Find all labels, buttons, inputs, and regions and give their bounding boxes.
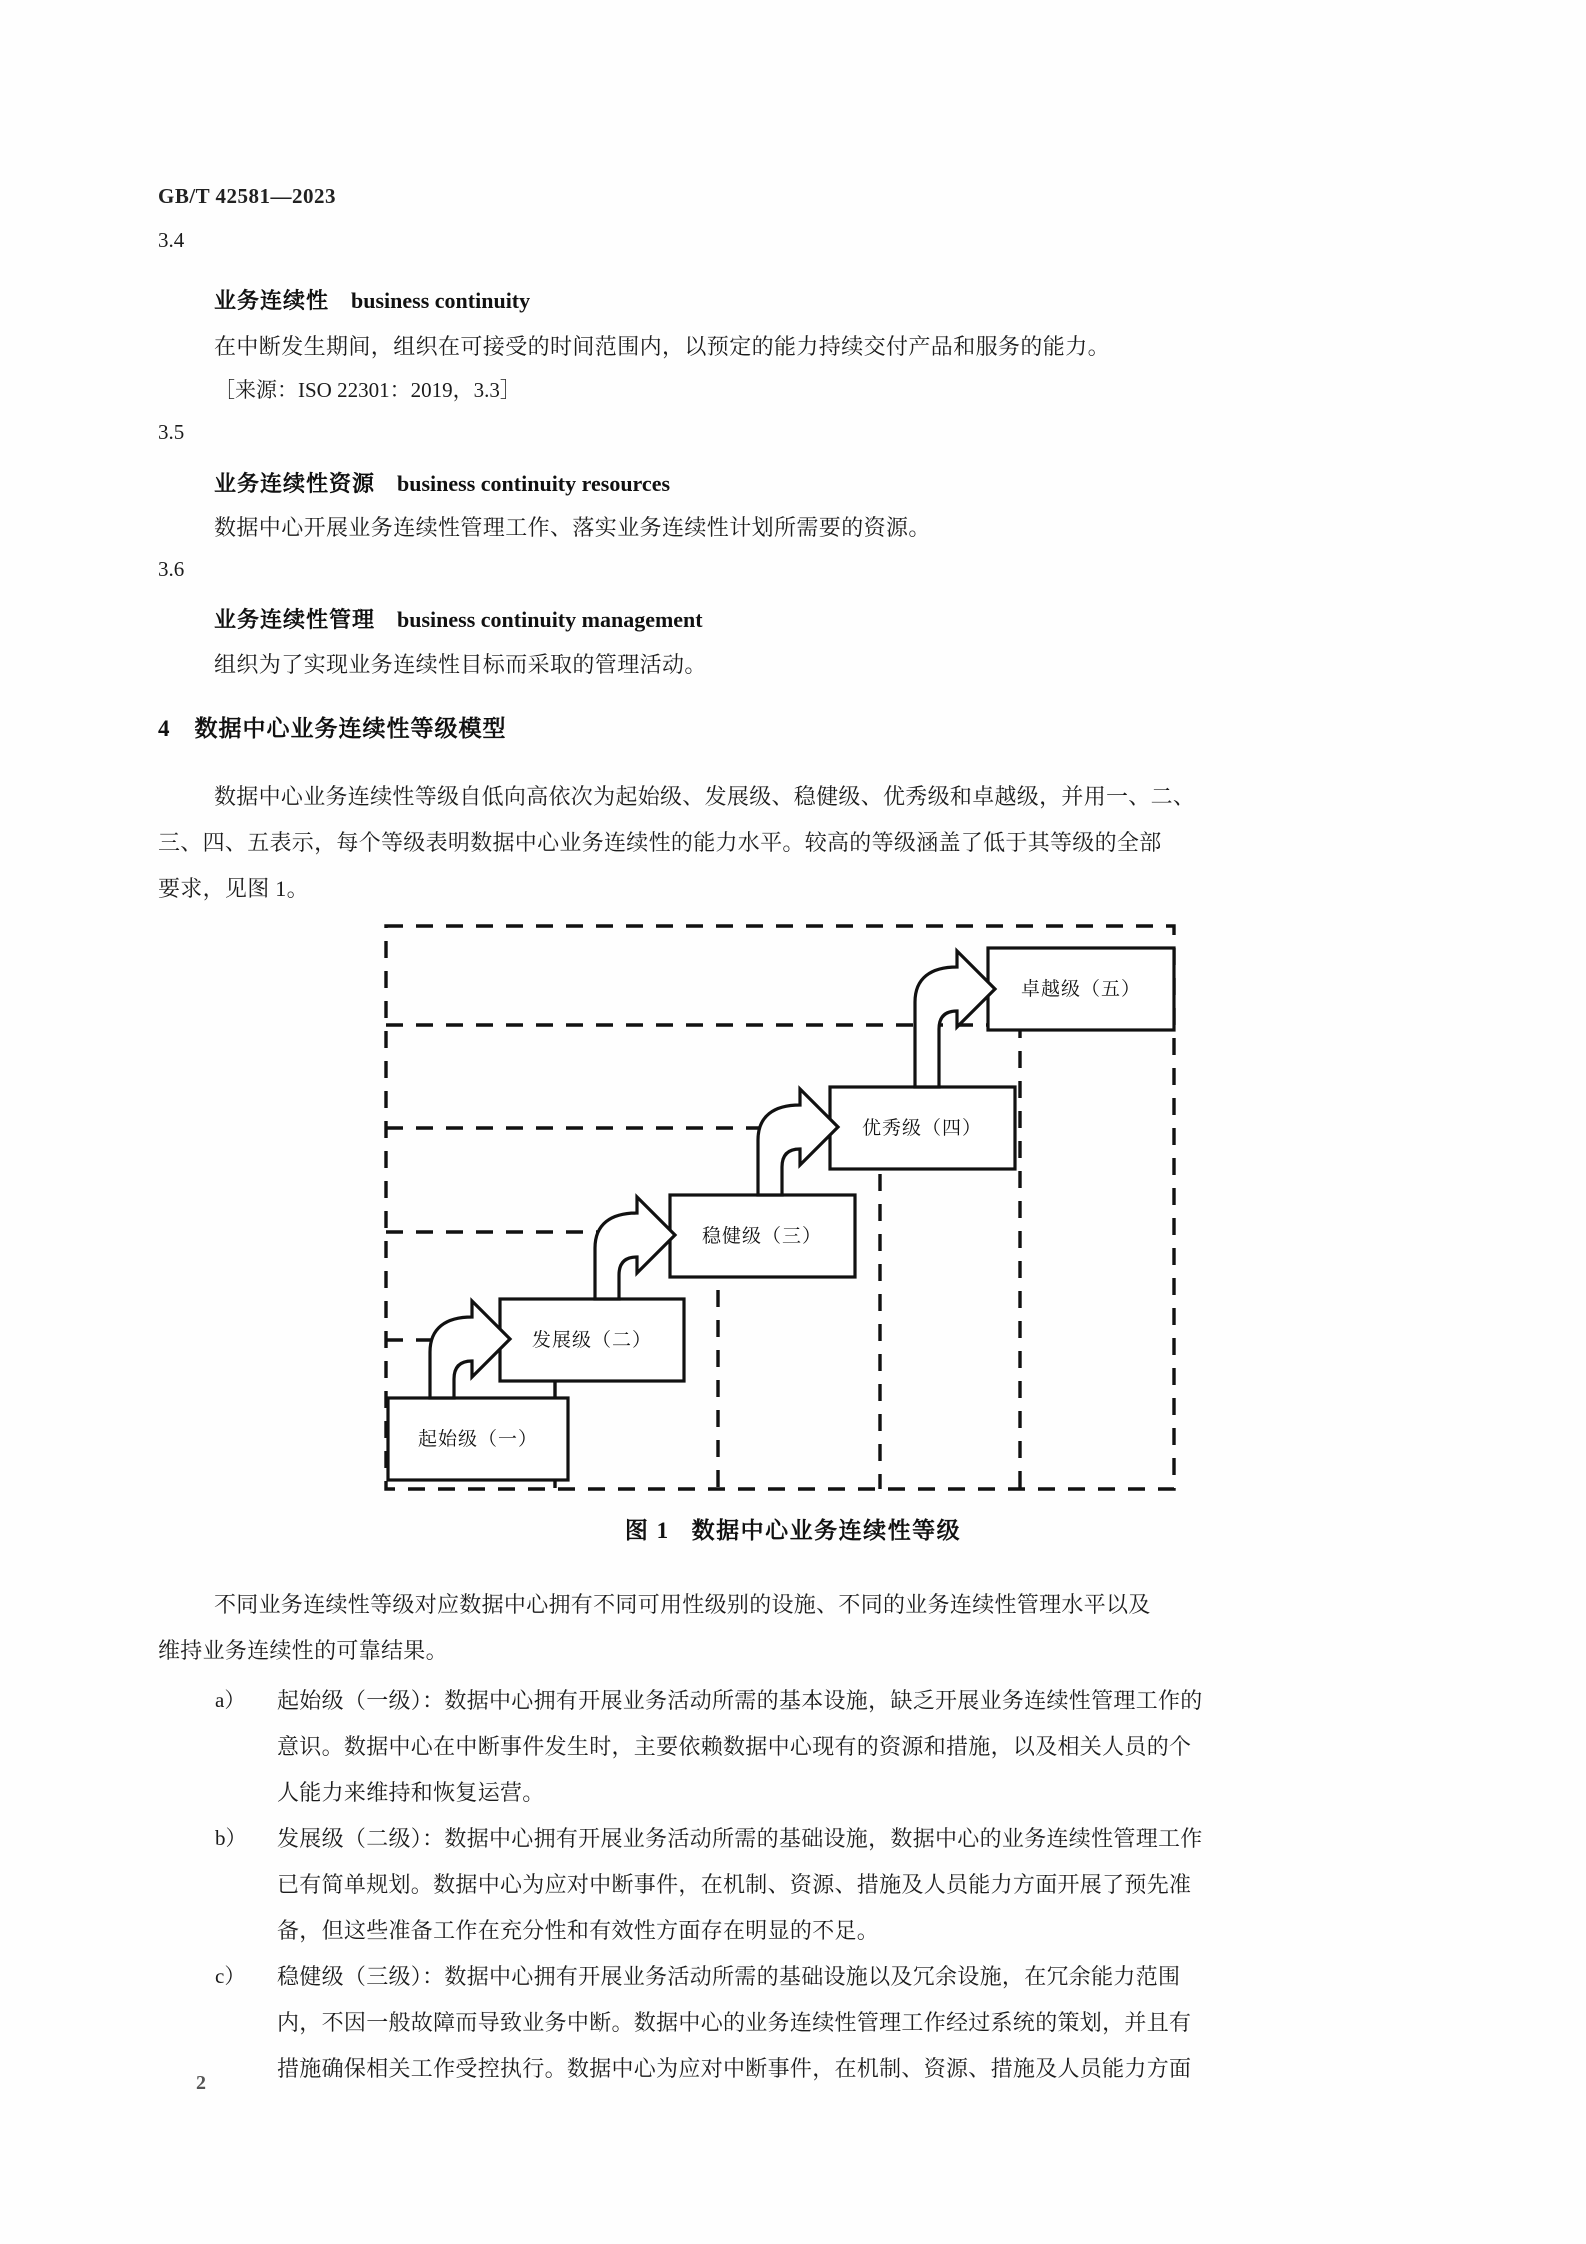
level-label-1: 起始级（一） bbox=[417, 1429, 539, 1450]
section-heading-4 bbox=[158, 710, 507, 743]
after-figure-line-1: 不同业务连续性等级对应数据中心拥有不同可用性级别的设施、不同的业务连续性管理水平以及 bbox=[214, 1592, 1151, 1617]
list-item-a-line-1: 起始级（一级）：数据中心拥有开展业务活动所需的基本设施，缺乏开展业务连续性管理工作的 bbox=[277, 1688, 1203, 1713]
after-figure-line-2: 维持业务连续性的可靠结果。 bbox=[158, 1638, 448, 1663]
section-title: 数据中心业务连续性等级模型 bbox=[194, 716, 507, 741]
list-item-b-line-2: 已有简单规划。数据中心为应对中断事件，在机制、资源、措施及人员能力方面开展了预先准 bbox=[277, 1872, 1192, 1897]
term-cn-3-6: 业务连续性管理 bbox=[214, 607, 376, 632]
term-en-3-4: business continuity bbox=[351, 288, 531, 313]
term-heading-3-6 bbox=[214, 603, 703, 634]
list-marker-b: b） bbox=[215, 1826, 247, 1850]
term-en-3-6: business continuity management bbox=[397, 607, 703, 632]
arrow-level-2-to-3 bbox=[595, 1197, 675, 1299]
clause-number-3-6: 3.6 bbox=[158, 557, 185, 581]
arrow-level-1-to-2 bbox=[430, 1301, 510, 1398]
term-en-3-5: business continuity resources bbox=[397, 471, 671, 496]
term-source-3-4: ［来源：ISO 22301：2019，3.3］ bbox=[214, 378, 521, 402]
level-label-2: 发展级（二） bbox=[531, 1330, 653, 1351]
term-heading-3-5 bbox=[214, 467, 670, 498]
figure-1-level-model bbox=[380, 920, 1180, 1495]
figure-1-caption bbox=[0, 1512, 1586, 1545]
level-label-4: 优秀级（四） bbox=[861, 1118, 983, 1139]
term-heading-3-4 bbox=[214, 284, 530, 315]
term-definition-3-5: 数据中心开展业务连续性管理工作、落实业务连续性计划所需要的资源。 bbox=[214, 515, 931, 540]
list-item-a-line-3: 人能力来维持和恢复运营。 bbox=[277, 1780, 545, 1805]
level-label-5: 卓越级（五） bbox=[1020, 979, 1142, 1000]
section4-intro-line-1: 数据中心业务连续性等级自低向高依次为起始级、发展级、稳健级、优秀级和卓越级，并用一、二、 bbox=[214, 784, 1196, 809]
standard-number-header: GB/T 42581—2023 bbox=[158, 184, 337, 208]
arrow-level-4-to-5 bbox=[915, 951, 995, 1087]
term-cn-3-4: 业务连续性 bbox=[214, 288, 330, 313]
section-number: 4 bbox=[158, 716, 171, 741]
list-item-c-line-1: 稳健级（三级）：数据中心拥有开展业务活动所需的基础设施以及冗余设施，在冗余能力范围 bbox=[277, 1964, 1181, 1989]
figure-caption-text: 数据中心业务连续性等级 bbox=[691, 1518, 962, 1543]
section4-intro-line-3: 要求，见图 1。 bbox=[158, 876, 309, 901]
term-cn-3-5: 业务连续性资源 bbox=[214, 471, 376, 496]
clause-number-3-4: 3.4 bbox=[158, 228, 185, 252]
list-marker-a: a） bbox=[215, 1688, 246, 1712]
term-definition-3-6: 组织为了实现业务连续性目标而采取的管理活动。 bbox=[214, 652, 707, 677]
clause-number-3-5: 3.5 bbox=[158, 420, 185, 444]
list-item-b-line-1: 发展级（二级）：数据中心拥有开展业务活动所需的基础设施，数据中心的业务连续性管理工作 bbox=[277, 1826, 1203, 1851]
level-label-3: 稳健级（三） bbox=[701, 1226, 823, 1247]
section4-intro-line-2: 三、四、五表示，每个等级表明数据中心业务连续性的能力水平。较高的等级涵盖了低于其等级的全部 bbox=[158, 830, 1162, 855]
page-number: 2 bbox=[196, 2072, 206, 2094]
list-marker-c: c） bbox=[215, 1964, 246, 1988]
list-item-c-line-3: 措施确保相关工作受控执行。数据中心为应对中断事件，在机制、资源、措施及人员能力方面 bbox=[277, 2056, 1192, 2081]
arrow-level-3-to-4 bbox=[758, 1089, 838, 1195]
figure-caption-label: 图 1 bbox=[624, 1518, 670, 1543]
list-item-b-line-3: 备，但这些准备工作在充分性和有效性方面存在明显的不足。 bbox=[277, 1918, 880, 1943]
list-item-c-line-2: 内，不因一般故障而导致业务中断。数据中心的业务连续性管理工作经过系统的策划，并且有 bbox=[277, 2010, 1192, 2035]
term-definition-3-4: 在中断发生期间，组织在可接受的时间范围内，以预定的能力持续交付产品和服务的能力。 bbox=[214, 334, 1111, 359]
list-item-a-line-2: 意识。数据中心在中断事件发生时，主要依赖数据中心现有的资源和措施，以及相关人员的个 bbox=[277, 1734, 1192, 1759]
